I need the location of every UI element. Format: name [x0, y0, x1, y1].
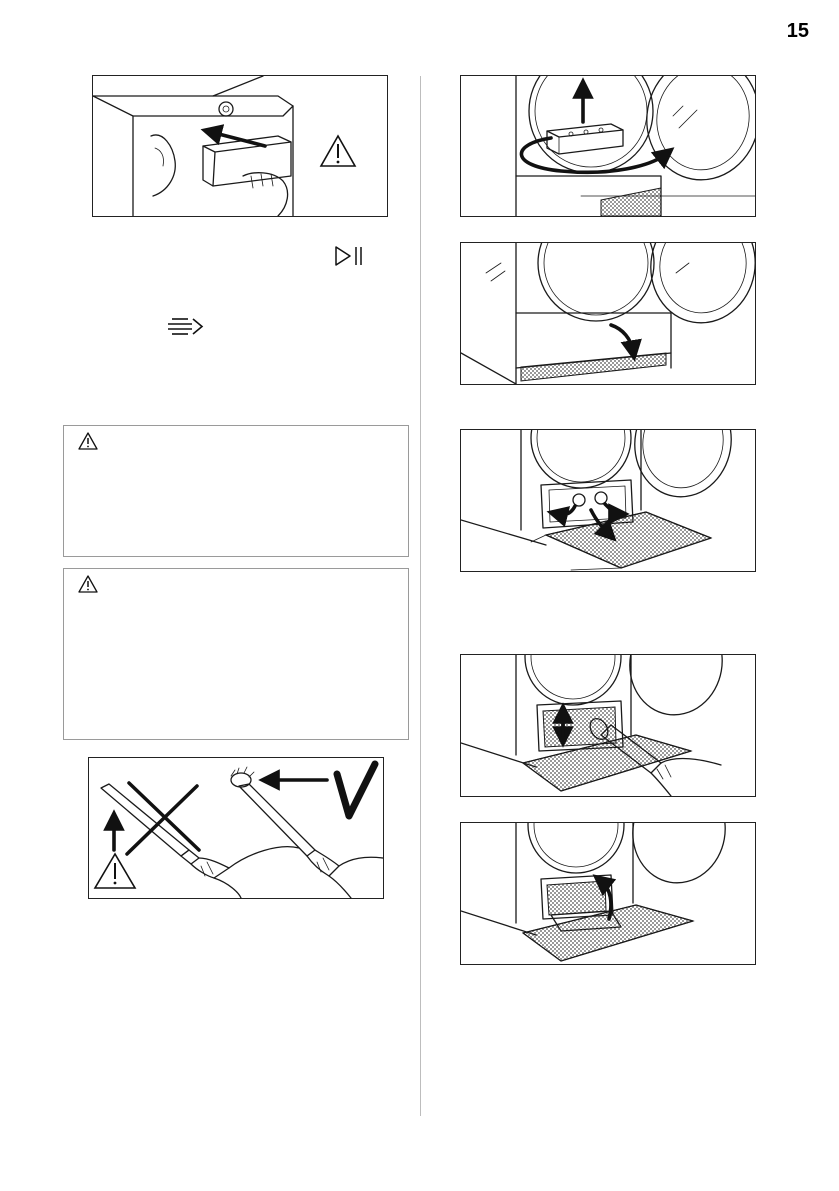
- warning-triangle-icon: [78, 432, 98, 450]
- column-divider: [420, 76, 421, 1116]
- caution-box-1: [63, 425, 409, 557]
- caution-box-2: [63, 568, 409, 740]
- start-pause-icon: [334, 245, 364, 267]
- page-number: 15: [786, 20, 809, 42]
- filter-vacuum-clean-figure: [460, 654, 756, 797]
- kickplate-door-open-figure: [460, 242, 756, 385]
- filter-reinsert-figure: [460, 822, 756, 965]
- door-filter-removal-figure: [460, 75, 756, 217]
- filter-lever-unlock-figure: [460, 429, 756, 572]
- warning-triangle-icon: [78, 575, 98, 593]
- vacuum-nozzle-brush-figure: [88, 757, 384, 899]
- program-list-icon: [166, 316, 206, 338]
- water-container-removal-figure: [92, 75, 388, 217]
